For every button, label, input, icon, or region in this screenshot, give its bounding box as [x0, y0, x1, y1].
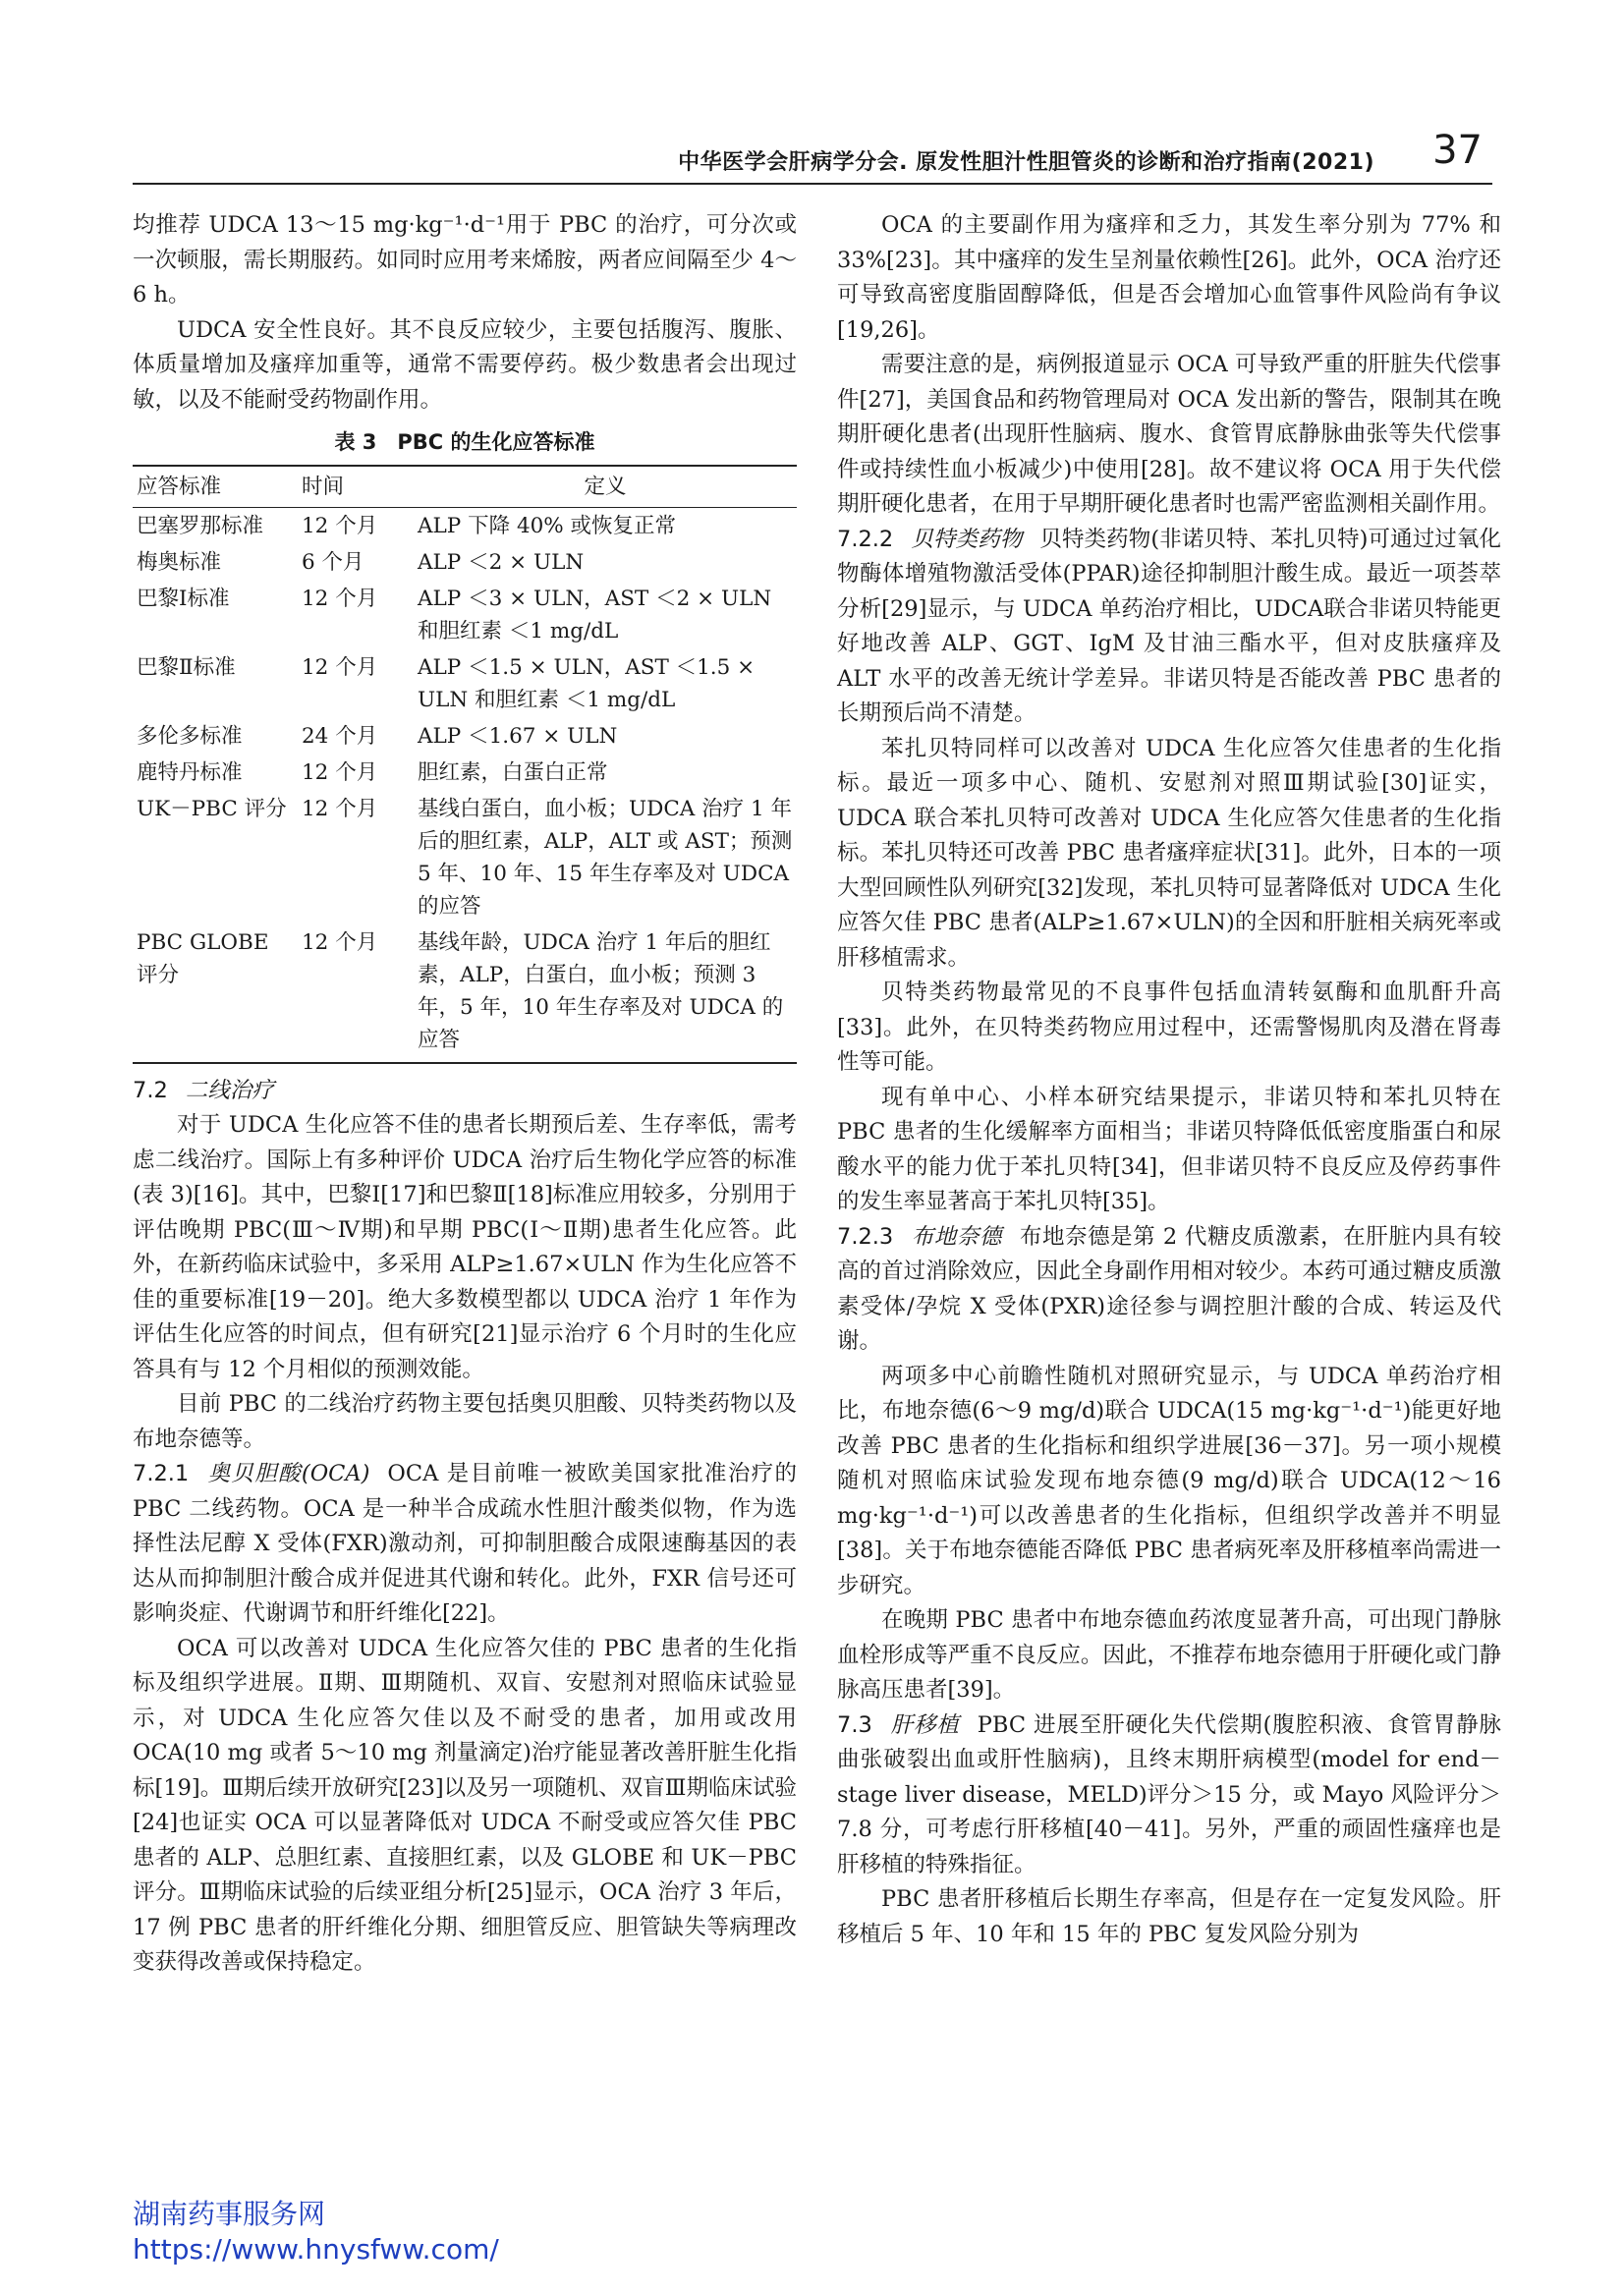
paragraph: 现有单中心、小样本研究结果提示，非诺贝特和苯扎贝特在 PBC 患者的生化缓解率方面相当；非诺贝特降低低密度脂蛋白和尿酸水平的能力优于苯扎贝特[34]，但非诺贝特不良反应及停药事件的发生率显著高于苯扎贝特[35]。: [837, 1084, 1501, 1214]
table-cell: 12 个月: [302, 654, 378, 680]
table-cell: 巴黎Ⅰ标准: [137, 586, 230, 611]
table-header-row: [133, 466, 797, 508]
subsection-paragraph: [837, 1220, 1501, 1360]
table-header-cell: 定义: [414, 466, 797, 508]
table-cell: ALP ＜1.67 × ULN: [418, 723, 618, 749]
table-row: [133, 755, 797, 791]
table-cell: ALP ＜1.5 × ULN，AST ＜1.5 × ULN 和胆红素 ＜1 mg/dL: [418, 654, 756, 712]
subsection-paragraph: [837, 523, 1501, 732]
section-title: 布地奈德: [911, 1223, 1002, 1250]
paragraph: 在晚期 PBC 患者中布地奈德血药浓度显著升高，可出现门静脉血栓形成等严重不良反应。因此，不推荐布地奈德用于肝硬化或门静脉高压患者[39]。: [837, 1607, 1501, 1703]
section-number: 7.2.1: [133, 1461, 190, 1486]
table-header-cell: 时间: [298, 466, 414, 508]
section-title: 肝移植: [889, 1711, 960, 1738]
section-number: 7.3: [837, 1711, 872, 1738]
table-cell: 基线白蛋白，血小板；UDCA 治疗 1 年后的胆红素，ALP，ALT 或 AST；预测 5 年、10 年、15 年生存率及对 UDCA 的应答: [418, 796, 793, 919]
watermark-name: 湖南药事服务网: [133, 2198, 326, 2230]
subsection-paragraph: [133, 1457, 797, 1632]
table-cell: UK－PBC 评分: [137, 796, 287, 821]
table-cell: 鹿特丹标准: [137, 759, 243, 785]
section-text: PBC 进展至肝硬化失代偿期(腹腔积液、食管胃静脉曲张破裂出血或肝性脑病)，且终末期肝病模型(model for end－stage liver disease，MELD)评分＞15 分，或 Mayo 风险评分＞7.8 分，可考虑行肝移植[40－41]。另外，严重的顽固性瘙痒也是肝移植的特殊指征。: [837, 1711, 1501, 1877]
table-cell: 6 个月: [302, 549, 364, 575]
right-column: [837, 208, 1501, 1952]
table-cell: 12 个月: [298, 924, 414, 1063]
paragraph: 均推荐 UDCA 13～15 mg·kg⁻¹·d⁻¹用于 PBC 的治疗，可分次或一次顿服，需长期服药。如同时应用考来烯胺，两者应间隔至少 4～6 h。: [133, 212, 797, 308]
table-row: [133, 544, 797, 581]
section-heading: [133, 1074, 797, 1109]
section-text: 布地奈德是第 2 代糖皮质激素，在肝脏内具有较高的首过消除效应，因此全身副作用相对较少。本药可通过糖皮质激素受体/孕烷 X 受体(PXR)途径参与调控胆汁酸的合成、转运及代谢。: [837, 1223, 1501, 1354]
paragraph: 两项多中心前瞻性随机对照研究显示，与 UDCA 单药治疗相比，布地奈德(6～9 mg/d)联合 UDCA(15 mg·kg⁻¹·d⁻¹)能更好地改善 PBC 患者的生化指标和组织学进展[36－37]。另一项小规模随机对照临床试验发现布地奈德(9 mg/d)联合 UDCA(12～16 mg·kg⁻¹·d⁻¹)可以改善患者的生化指标，但组织学改善并不明显[38]。关于布地奈德能否降低 PBC 患者病死率及肝移植率尚需进一步研究。: [837, 1363, 1501, 1598]
left-column: [133, 208, 797, 1981]
table-cell: 巴黎Ⅱ标准: [137, 654, 236, 680]
section-title: 二线治疗: [185, 1077, 274, 1103]
paragraph: 对于 UDCA 生化应答不佳的患者长期预后差、生存率低，需考虑二线治疗。国际上有多种评价 UDCA 治疗后生物化学应答的标准(表 3)[16]。其中，巴黎Ⅰ[17]和巴黎Ⅱ[18]标准应用较多，分别用于评估晚期 PBC(Ⅲ～Ⅳ期)和早期 PBC(Ⅰ～Ⅱ期)患者生化应答。此外，在新药临床试验中，多采用 ALP≥1.67×ULN 作为生化应答不佳的重要标准[19－20]。绝大多数模型都以 UDCA 治疗 1 年作为评估生化应答的时间点，但有研究[21]显示治疗 6 个月时的生化应答具有与 12 个月相似的预测效能。: [133, 1112, 797, 1382]
table-cell: ALP 下降 40% 或恢复正常: [418, 513, 677, 538]
section-number: 7.2.3: [837, 1223, 894, 1250]
running-title: 中华医学会肝病学分会. 原发性胆汁性胆管炎的诊断和治疗指南(2021): [678, 150, 1374, 175]
paragraph: 贝特类药物最常见的不良事件包括血清转氨酶和血肌酐升高[33]。此外，在贝特类药物应用过程中，还需警惕肌肉及潜在肾毒性等可能。: [837, 980, 1501, 1075]
table-cell: 12 个月: [302, 586, 378, 611]
table-cell: 巴塞罗那标准: [137, 513, 264, 538]
header-rule: [133, 183, 1492, 185]
table-row: [133, 507, 797, 544]
table-cell: 基线年龄，UDCA 治疗 1 年后的胆红素，ALP，白蛋白，血小板；预测 3 年，5 年，10 年生存率及对 UDCA 的应答: [414, 924, 797, 1063]
section-title: 奥贝胆酸(OCA): [206, 1461, 370, 1486]
site-watermark: [133, 2197, 499, 2267]
table-cell: PBC GLOBE 评分: [133, 924, 298, 1063]
running-header: [133, 126, 1492, 185]
table-title: 表 3 PBC 的生化应答标准: [334, 430, 595, 454]
table-row: [133, 791, 797, 924]
paragraph: 目前 PBC 的二线治疗药物主要包括奥贝胆酸、贝特类药物以及布地奈德等。: [133, 1391, 797, 1452]
table-cell: 24 个月: [302, 723, 378, 749]
watermark-url-link[interactable]: https://www.hnysfww.com/: [133, 2233, 499, 2266]
section-text: OCA 是目前唯一被欧美国家批准治疗的 PBC 二线药物。OCA 是一种半合成疏水性胆汁酸类似物，作为选择性法尼醇 X 受体(FXR)激动剂，可抑制胆酸合成限速酶基因的表达从而抑制胆汁酸合成并促进其代谢和转化。此外，FXR 信号还可影响炎症、代谢调节和肝纤维化[22]。: [133, 1461, 797, 1626]
paragraph: 苯扎贝特同样可以改善对 UDCA 生化应答欠佳患者的生化指标。最近一项多中心、随机、安慰剂对照Ⅲ期试验[30]证实，UDCA 联合苯扎贝特可改善对 UDCA 生化应答欠佳患者的生化指标。苯扎贝特还可改善 PBC 患者瘙痒症状[31]。此外，日本的一项大型回顾性队列研究[32]发现，苯扎贝特可显著降低对 UDCA 生化应答欠佳 PBC 患者(ALP≥1.67×ULN)的全因和肝脏相关病死率或肝移植需求。: [837, 735, 1501, 971]
paragraph: UDCA 安全性良好。其不良反应较少，主要包括腹泻、腹胀、体质量增加及瘙痒加重等，通常不需要停药。极少数患者会出现过敏，以及不能耐受药物副作用。: [133, 316, 797, 413]
table-row: [133, 649, 797, 718]
table-cell: 12 个月: [302, 513, 378, 538]
section-number: 7.2.2: [837, 526, 894, 552]
section-number: 7.2: [133, 1077, 168, 1103]
table-row: [133, 581, 797, 649]
table-row: [133, 718, 797, 755]
paragraph: PBC 患者肝移植后长期生存率高，但是存在一定复发风险。肝移植后 5 年、10 年和 15 年的 PBC 复发风险分别为: [837, 1886, 1501, 1947]
table-row: [133, 924, 797, 1063]
table-header-cell: 应答标准: [133, 466, 298, 508]
table-cell: 12 个月: [302, 796, 378, 821]
table-cell: 12 个月: [302, 759, 378, 785]
table-cell: ALP ＜3 × ULN，AST ＜2 × ULN 和胆红素 ＜1 mg/dL: [418, 586, 772, 644]
table-cell: ALP ＜2 × ULN: [418, 549, 585, 575]
table-cell: 梅奥标准: [137, 549, 222, 575]
table-cell: 多伦多标准: [137, 723, 243, 749]
table-cell: 胆红素，白蛋白正常: [418, 759, 608, 785]
paragraph: 需要注意的是，病例报道显示 OCA 可导致严重的肝脏失代偿事件[27]，美国食品和药物管理局对 OCA 发出新的警告，限制其在晚期肝硬化患者(出现肝性脑病、腹水、食管胃底静脉曲张等失代偿事件或持续性血小板减少)中使用[28]。故不建议将 OCA 用于失代偿期肝硬化患者，在用于早期肝硬化患者时也需严密监测相关副作用。: [837, 352, 1501, 517]
response-criteria-table: [133, 465, 797, 1064]
section-title: 贝特类药物: [911, 526, 1023, 552]
page-number: 37: [1432, 128, 1483, 173]
section-text: 贝特类药物(非诺贝特、苯扎贝特)可通过过氧化物酶体增殖物激活受体(PPAR)途径抑制胆汁酸生成。最近一项荟萃分析[29]显示，与 UDCA 单药治疗相比，UDCA联合非诺贝特能更好地改善 ALP、GGT、IgM 及甘油三酯水平，但对皮肤瘙痒及 ALT 水平的改善无统计学差异。非诺贝特是否能改善 PBC 患者的长期预后尚不清楚。: [837, 526, 1501, 726]
paragraph: OCA 的主要副作用为瘙痒和乏力，其发生率分别为 77% 和 33%[23]。其中瘙痒的发生呈剂量依赖性[26]。此外，OCA 治疗还可导致高密度脂固醇降低，但是否会增加心血管事件风险尚有争议[19,26]。: [837, 212, 1501, 343]
subsection-paragraph: [837, 1708, 1501, 1883]
paragraph: OCA 可以改善对 UDCA 生化应答欠佳的 PBC 患者的生化指标及组织学进展。Ⅱ期、Ⅲ期随机、双盲、安慰剂对照临床试验显示，对 UDCA 生化应答欠佳以及不耐受的患者，加用或改用 OCA(10 mg 或者 5～10 mg 剂量滴定)治疗能显著改善肝脏生化指标[19]。Ⅲ期后续开放研究[23]以及另一项随机、双盲Ⅲ期临床试验[24]也证实 OCA 可以显著降低对 UDCA 不耐受或应答欠佳 PBC 患者的 ALP、总胆红素、直接胆红素，以及 GLOBE 和 UK－PBC 评分。Ⅲ期临床试验的后续亚组分析[25]显示，OCA 治疗 3 年后，17 例 PBC 患者的肝纤维化分期、细胆管反应、胆管缺失等病理改变获得改善或保持稳定。: [133, 1635, 797, 1975]
